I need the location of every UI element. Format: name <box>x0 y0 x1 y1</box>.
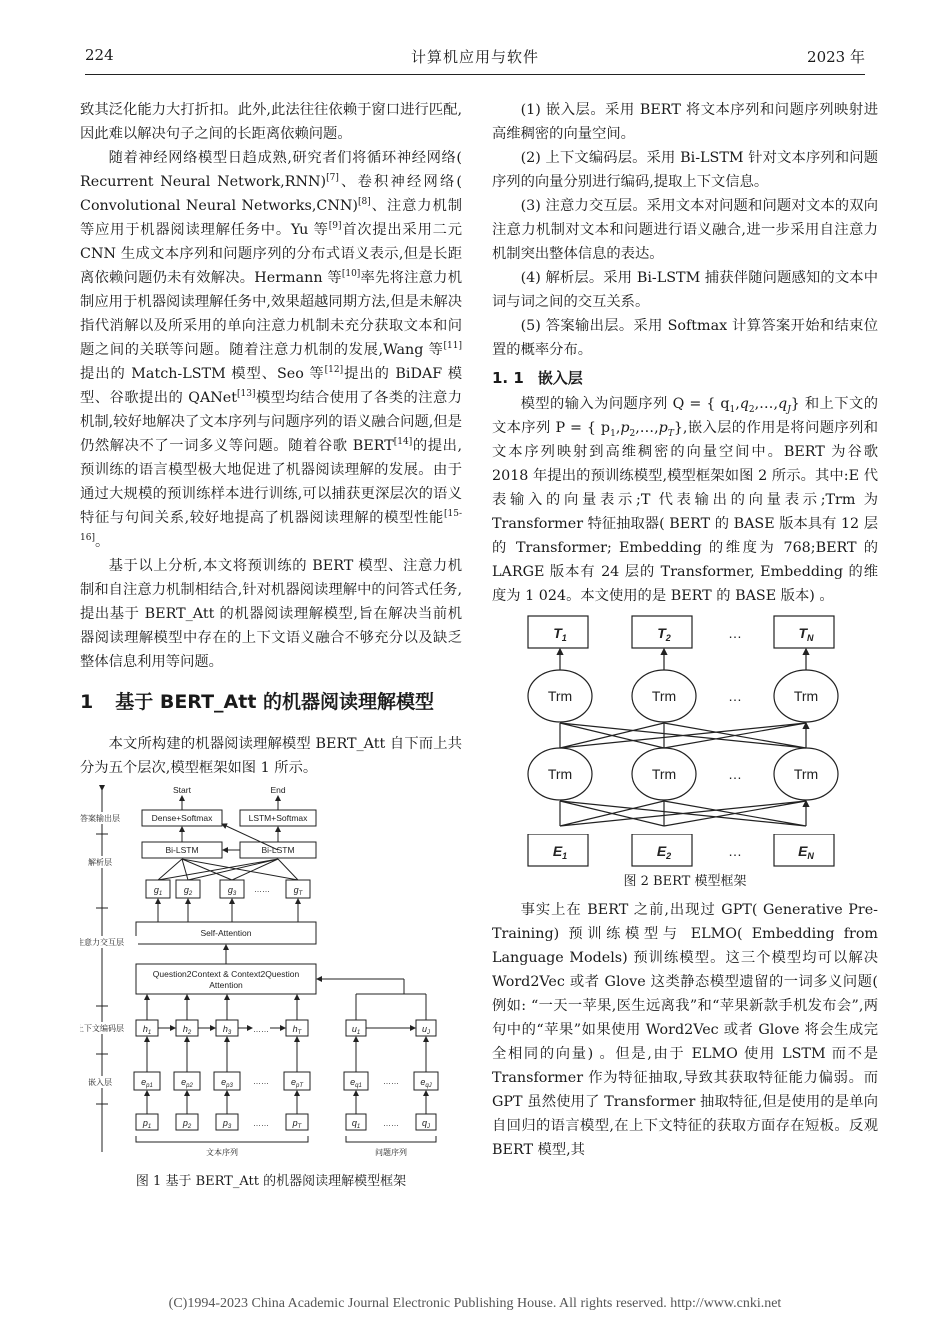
citation[interactable]: [15-16] <box>80 509 462 544</box>
list-item: (2) 上下文编码层。采用 Bi-LSTM 针对文本序列和问题序列的向量分别进行编码,提取上下文信息。 <box>492 150 878 190</box>
text-seq-label: 文本序列 <box>206 1148 238 1157</box>
svg-text:……: …… <box>253 1025 269 1034</box>
figure-2 <box>492 612 878 892</box>
paragraph: 事实上在 BERT 之前,出现过 GPT( Generative Pre-Training) 预训练模型与 ELMO( Embedding from Language Models) 预训练模型。这三个模型均可以解决 Word2Vec 或者 Glove 这类静态模型遗留的一词多义问题( 例如: “一天一苹果,医生远离我”和“苹果新款手机发布会”,两句中的“苹果”如果使用 Word2Vec 或者 Glove 将会生成完全相同的向量) 。但是,由于 ELMO 使用 LSTM 而不是 Transformer 作为特征抽取,导致其获取特征能力偏弱。而 GPT 虽然使用了 Transformer 抽取特征,但是使用的是单向自回归的语言模型,在上下文特征的获取方面存在短板。反观 BERT 模型,其 <box>492 902 878 1158</box>
svg-text:qJ: $q_J$ <box>421 1118 431 1130</box>
svg-text:gT: $g_T$ <box>293 885 303 897</box>
svg-text:ep1: $e_{p1}$ <box>141 1077 153 1089</box>
paragraph: 本文所构建的机器阅读理解模型 BERT_Att 自下而上共分为五个层次,模型框架如图 1 所示。 <box>80 736 462 776</box>
paragraph: 致其泛化能力大打折扣。此外,此法往往依赖于窗口进行匹配,因此难以解决句子之间的长距离依赖问题。 <box>80 102 462 142</box>
trm-node: Trm <box>547 688 573 704</box>
citation[interactable]: [9] <box>328 221 342 232</box>
layer-label-parse: 解析层 <box>88 858 112 867</box>
svg-text:p3: $p_3$ <box>222 1118 232 1130</box>
svg-text:T2: $T_2$ <box>657 625 671 643</box>
year: 2023 年 <box>807 48 865 66</box>
list-item: (3) 注意力交互层。采用文本对问题和问题对文本的双向注意力机制对文本和问题进行语义融合,进一步采用自注意力机制突出整体信息的表达。 <box>492 198 878 262</box>
svg-text:eqJ: $e_{qJ}$ <box>420 1077 432 1089</box>
list-item: (1) 嵌入层。采用 BERT 将文本序列和问题序列映射进高维稠密的向量空间。 <box>492 102 878 142</box>
fig1-end: End <box>270 785 286 795</box>
svg-text:h1: $h_1$ <box>142 1024 152 1036</box>
svg-text:……: …… <box>253 1119 269 1128</box>
layer-label-output: 答案输出层 <box>80 814 120 823</box>
svg-text:g3: $g_3$ <box>227 885 237 897</box>
figure-1-diagram <box>80 784 462 1164</box>
trm-node: Trm <box>651 688 677 704</box>
list-item: (5) 答案输出层。采用 Softmax 计算答案开始和结束位置的概率分布。 <box>492 318 878 358</box>
figure-1-caption: 图 1 基于 BERT_Att 的机器阅读理解模型框架 <box>135 1174 407 1189</box>
page-number: 224 <box>85 46 114 64</box>
q-seq-label: 问题序列 <box>375 1148 407 1157</box>
fig1-bilstm: Bi-LSTM <box>261 845 295 855</box>
svg-text:…: … <box>728 688 742 704</box>
svg-text:h3: $h_3$ <box>222 1024 232 1036</box>
svg-text:……: …… <box>254 885 270 894</box>
svg-text:……: …… <box>383 1077 399 1086</box>
svg-text:…: … <box>728 766 742 782</box>
citation[interactable]: [13] <box>237 389 256 400</box>
citation[interactable]: [10] <box>341 269 361 280</box>
section-heading: 1 基于 BERT_Att 的机器阅读理解模型 <box>80 691 435 713</box>
layer-label-context: 上下文编码层 <box>80 1024 124 1033</box>
fig1-attention: Attention <box>209 980 243 990</box>
svg-text:pT: $p_T$ <box>292 1118 302 1130</box>
layer-label-embed: 嵌入层 <box>88 1078 112 1087</box>
svg-text:ep2: $e_{p2}$ <box>181 1077 193 1089</box>
trm-node: Trm <box>547 766 573 782</box>
paragraph: 随着神经网络模型日趋成熟,研究者们将循环神经网络( Recurrent Neural Network,RNN)[7]、卷积神经网络( Convolutional Neural Networks,CNN)[8]、注意力机制等应用于机器阅读理解任务中。Yu 等[9]首次提出采用二元 CNN 生成文本序列和问题序列的分布式语义表示,但是长距离依赖问题仍未有效解决。Hermann 等[10]率先将注意力机制应用于机器阅读理解任务中,效果超越同期方法,但是未解决指代消解以及所采用的单向注意力机制未充分获取文本和问题之间的关联等问题。随着注意力机制的发展,Wang 等[11]提出的 Match-LSTM 模型、Seo 等[12]提出的 BiDAF 模型、谷歌提出的 QANet[13]模型均结合使用了各类的注意力机制,较好地解决了文本序列与问题序列的语义融合问题,但是仍然解决不了一词多义等问题。随着谷歌 BERT[14]的提出,预训练的语言模型极大地促进了机器阅读理解的发展。由于通过大规模的预训练样本进行训练,可以捕获更深层次的语义特征与句间关系,较好地提高了机器阅读理解的模型性能[15-16]。 <box>80 150 463 550</box>
svg-text:ep3: $e_{p3}$ <box>221 1077 233 1089</box>
svg-text:g1: $g_1$ <box>153 885 163 897</box>
svg-text:p1: $p_1$ <box>142 1118 152 1130</box>
fig1-dense-softmax: Dense+Softmax <box>151 813 213 823</box>
fig1-lstm-softmax: LSTM+Softmax <box>248 813 308 823</box>
svg-text:……: …… <box>253 1077 269 1086</box>
svg-text:g2: $g_2$ <box>183 885 193 897</box>
svg-text:q1: $q_1$ <box>351 1118 361 1130</box>
svg-text:u1: $u_1$ <box>351 1024 361 1036</box>
figure-2-caption: 图 2 BERT 模型框架 <box>623 874 747 889</box>
svg-text:E2: $E_2$ <box>656 843 672 861</box>
paragraph: 模型的输入为问题序列 Q = { $q_1,q_2,\dots,q_J$} 和上下文的文本序列 P = { $p_1,p_2,\dots,p_T$},嵌入层的作用是将问题序列和文本序列映射到高维稠密的向量空间中。BERT 为谷歌 2018 年提出的预训练模型,模型框架如图 2 所示。其中:E 代表输入的向量表示;T 代表输出的向量表示;Trm 为 Transformer 特征抽取器( BERT 的 BASE 版本具有 12 层的 Transformer; Embedding 的维度为 768;BERT 的 LARGE 版本有 24 层的 Transformer, Embedding 的维度为 1 024。本文使用的是 BERT 的 BASE 版本) 。 <box>492 396 878 604</box>
svg-text:EN: $E_N$ <box>798 843 814 861</box>
fig1-start: Start <box>173 785 191 795</box>
svg-text:hT: $h_T$ <box>292 1024 302 1036</box>
page-header <box>85 46 865 74</box>
layer-label-attention: 注意力交互层 <box>80 938 124 947</box>
fig1-q2c: Question2Context & Context2Question <box>152 969 300 979</box>
citation[interactable]: [11] <box>443 341 462 352</box>
svg-text:eq1: $e_{q1}$ <box>350 1077 362 1089</box>
header-rule <box>85 74 865 75</box>
trm-node: Trm <box>793 688 819 704</box>
svg-text:p2: $p_2$ <box>182 1118 192 1130</box>
citation[interactable]: [12] <box>324 365 344 376</box>
trm-node: Trm <box>793 766 819 782</box>
journal-title: 计算机应用与软件 <box>410 48 539 66</box>
figure-1 <box>80 784 462 1192</box>
svg-text:h2: $h_2$ <box>182 1024 192 1036</box>
right-column <box>492 98 878 1162</box>
footer: (C)1994-2023 China Academic Journal Electronic Publishing House. All rights reserved. http://www.cnki.net <box>168 1296 782 1311</box>
paragraph: 基于以上分析,本文将预训练的 BERT 模型、注意力机制和自注意力机制相结合,针对机器阅读理解中的问答式任务,提出基于 BERT_Att 的机器阅读理解模型,旨在解决当前机器阅读理解模型中存在的上下文语义融合不够充分以及缺乏整体信息利用等问题。 <box>80 558 462 670</box>
svg-text:…: … <box>728 625 742 641</box>
svg-text:…: … <box>728 843 742 859</box>
svg-text:TN: $T_N$ <box>798 625 814 643</box>
fig1-bilstm: Bi-LSTM <box>165 845 199 855</box>
svg-text:……: …… <box>383 1119 399 1128</box>
list-item: (4) 解析层。采用 Bi-LSTM 捕获伴随问题感知的文本中词与词之间的交互关系。 <box>492 270 878 310</box>
trm-node: Trm <box>651 766 677 782</box>
figure-2-diagram <box>492 612 878 830</box>
svg-text:epT: $e_{pT}$ <box>290 1077 304 1089</box>
fig1-self-attention: Self-Attention <box>200 928 252 938</box>
citation[interactable]: [8] <box>357 197 371 208</box>
svg-text:T1: $T_1$ <box>553 625 567 643</box>
citation[interactable]: [14] <box>393 437 413 448</box>
citation[interactable]: [7] <box>326 173 339 184</box>
left-column <box>80 98 462 1192</box>
subsection-heading: 1. 1 嵌入层 <box>492 369 583 387</box>
svg-text:uJ: $u_J$ <box>421 1024 431 1036</box>
svg-text:E1: $E_1$ <box>552 843 568 861</box>
figure-2-inputs <box>492 834 878 868</box>
